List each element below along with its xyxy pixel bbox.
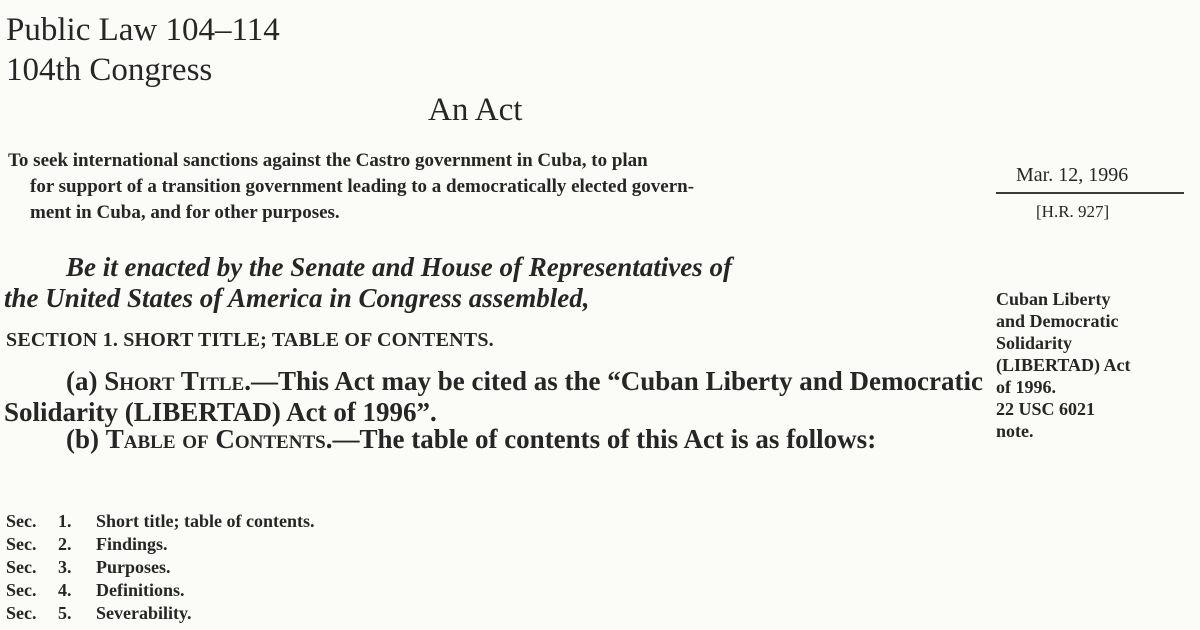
purpose-line-1: To seek international sanctions against the Castro government in Cuba, to plan <box>8 150 648 171</box>
margin-note-line: Cuban Liberty <box>996 289 1111 309</box>
table-of-contents <box>6 510 314 625</box>
toc-sec-label: Sec. <box>6 534 37 554</box>
toc-sec-number: 2. <box>58 534 72 554</box>
toc-row <box>6 579 314 602</box>
margin-note-line: note. <box>996 421 1034 441</box>
margin-note-line: of 1996. <box>996 377 1056 397</box>
margin-note-line: 22 USC 6021 <box>996 399 1096 419</box>
toc-sec-title: Purposes. <box>96 557 171 577</box>
toc-sec-label: Sec. <box>6 580 37 600</box>
toc-sec-label: Sec. <box>6 557 37 577</box>
toc-sec-number: 3. <box>58 557 72 577</box>
paragraph-a-label: (a) <box>66 366 105 396</box>
purpose-line-2: for support of a transition government leading to a democratically elected govern- <box>30 176 695 197</box>
margin-note-line: (LIBERTAD) Act <box>996 355 1131 375</box>
toc-row <box>6 602 314 625</box>
paragraph-short-title <box>4 366 984 428</box>
paragraph-a-text: .—This Act may be cited as the “Cuban Liberty and Democratic Solidarity (LIBERTAD) Act of 1996”. <box>4 366 983 427</box>
approval-date: Mar. 12, 1996 <box>1016 164 1129 186</box>
toc-sec-number: 1. <box>58 511 72 531</box>
toc-sec-number: 4. <box>58 580 72 600</box>
margin-note-line: Solidarity <box>996 333 1073 353</box>
toc-row <box>6 510 314 533</box>
enacting-line-2: the United States of America in Congress assembled, <box>4 283 590 313</box>
paragraph-b-text: .—The table of contents of this Act is as follows: <box>325 424 877 454</box>
toc-sec-label: Sec. <box>6 511 37 531</box>
paragraph-table-of-contents <box>4 424 984 455</box>
toc-sec-number: 5. <box>58 603 72 623</box>
bill-number: [H.R. 927] <box>1036 202 1110 221</box>
public-law-number: Public Law 104–114 <box>6 12 280 48</box>
toc-row <box>6 556 314 579</box>
paragraph-a-caption: Short Title <box>104 366 245 396</box>
paragraph-b-label: (b) <box>66 424 106 454</box>
toc-sec-title: Short title; table of contents. <box>96 511 315 531</box>
congress-number: 104th Congress <box>6 52 213 88</box>
paragraph-b-caption: Table of Contents <box>105 424 326 454</box>
toc-sec-title: Findings. <box>96 534 168 554</box>
date-divider <box>996 192 1184 194</box>
margin-note <box>996 288 1131 442</box>
toc-sec-title: Severability. <box>96 603 192 623</box>
enacting-line-1: Be it enacted by the Senate and House of Representatives of <box>66 252 732 282</box>
toc-sec-title: Definitions. <box>96 580 185 600</box>
act-heading: An Act <box>428 92 523 128</box>
toc-row <box>6 533 314 556</box>
section-heading: SECTION 1. SHORT TITLE; TABLE OF CONTENTS. <box>6 329 494 351</box>
purpose-clause <box>8 148 978 226</box>
purpose-line-3: ment in Cuba, and for other purposes. <box>30 202 340 223</box>
toc-sec-label: Sec. <box>6 603 37 623</box>
enacting-clause <box>4 252 984 314</box>
margin-note-line: and Democratic <box>996 311 1119 331</box>
